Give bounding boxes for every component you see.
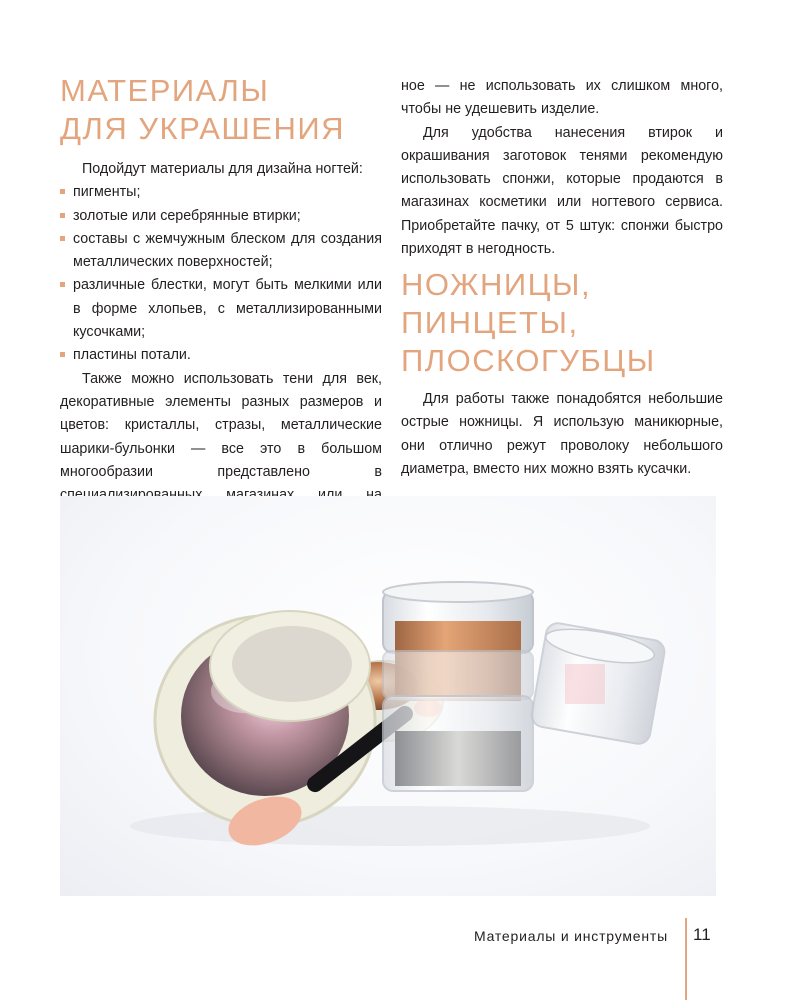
- materials-heading-line-2: ДЛЯ УКРАШЕНИЯ: [60, 111, 346, 146]
- bullet-square-icon: [60, 282, 65, 287]
- bullet-square-icon: [60, 213, 65, 218]
- list-item-text: составы с жемчужным блеском для создания металлических поверхностей;: [73, 230, 382, 271]
- list-item: [60, 344, 382, 367]
- running-footer-title: Материалы и инструменты: [473, 928, 668, 944]
- tools-body: [401, 388, 723, 481]
- materials-list: [60, 181, 382, 367]
- list-item: [60, 228, 382, 275]
- cosmetic-jars-illustration: [60, 496, 716, 896]
- materials-heading-line-1: МАТЕРИАЛЫ: [60, 73, 270, 108]
- list-item-text: пигменты;: [73, 184, 141, 201]
- list-item-text: пластины потали.: [73, 347, 191, 364]
- product-photo: [60, 496, 716, 896]
- right-top-text: [401, 75, 723, 261]
- bullet-square-icon: [60, 236, 65, 241]
- list-item: [60, 181, 382, 204]
- tools-heading-line-3: ПЛОСКОГУБЦЫ: [401, 343, 656, 378]
- materials-heading: [60, 72, 345, 148]
- tools-heading: [401, 266, 656, 380]
- list-item: [60, 274, 382, 344]
- tools-heading-line-1: НОЖНИЦЫ,: [401, 267, 592, 302]
- list-item-text: различные блестки, могут быть мелкими или в форме хлопьев, с металлизированными кусочками;: [73, 277, 382, 341]
- scissors-paragraph: Для работы также понадобятся небольшие острые ножницы. Я использую маникюрные, они отлично режут проволоку небольшого диаметра, вместо них можно взять кусачки.: [401, 391, 723, 477]
- page-number: 11: [693, 925, 711, 944]
- sponges-paragraph: Для удобства нанесения втирок и окрашивания заготовок тенями рекомендую использовать спонжи, которые продаются в магазинах косметики или ногтевого сервиса. Приобретайте пачку, от 5 штук: спонжи быстро приходят в негодность.: [401, 124, 723, 258]
- footer-divider: [685, 918, 687, 1000]
- bullet-square-icon: [60, 352, 65, 357]
- tools-heading-line-2: ПИНЦЕТЫ,: [401, 305, 579, 340]
- list-item-text: золотые или серебрянные втирки;: [73, 207, 301, 224]
- list-item: [60, 205, 382, 228]
- materials-body: [60, 158, 382, 531]
- materials-intro: Подойдут материалы для дизайна ногтей:: [82, 161, 363, 177]
- bullet-square-icon: [60, 189, 65, 194]
- continuation-paragraph: ное — не использовать их слишком много, чтобы не удешевить изделие.: [401, 78, 723, 118]
- materials-paragraph: Также можно использовать тени для век, декоративные элементы разных размеров и цветов: кристаллы, стразы, металлические шарики-бульонки — все это в большом многообразии представлено в: [60, 370, 382, 480]
